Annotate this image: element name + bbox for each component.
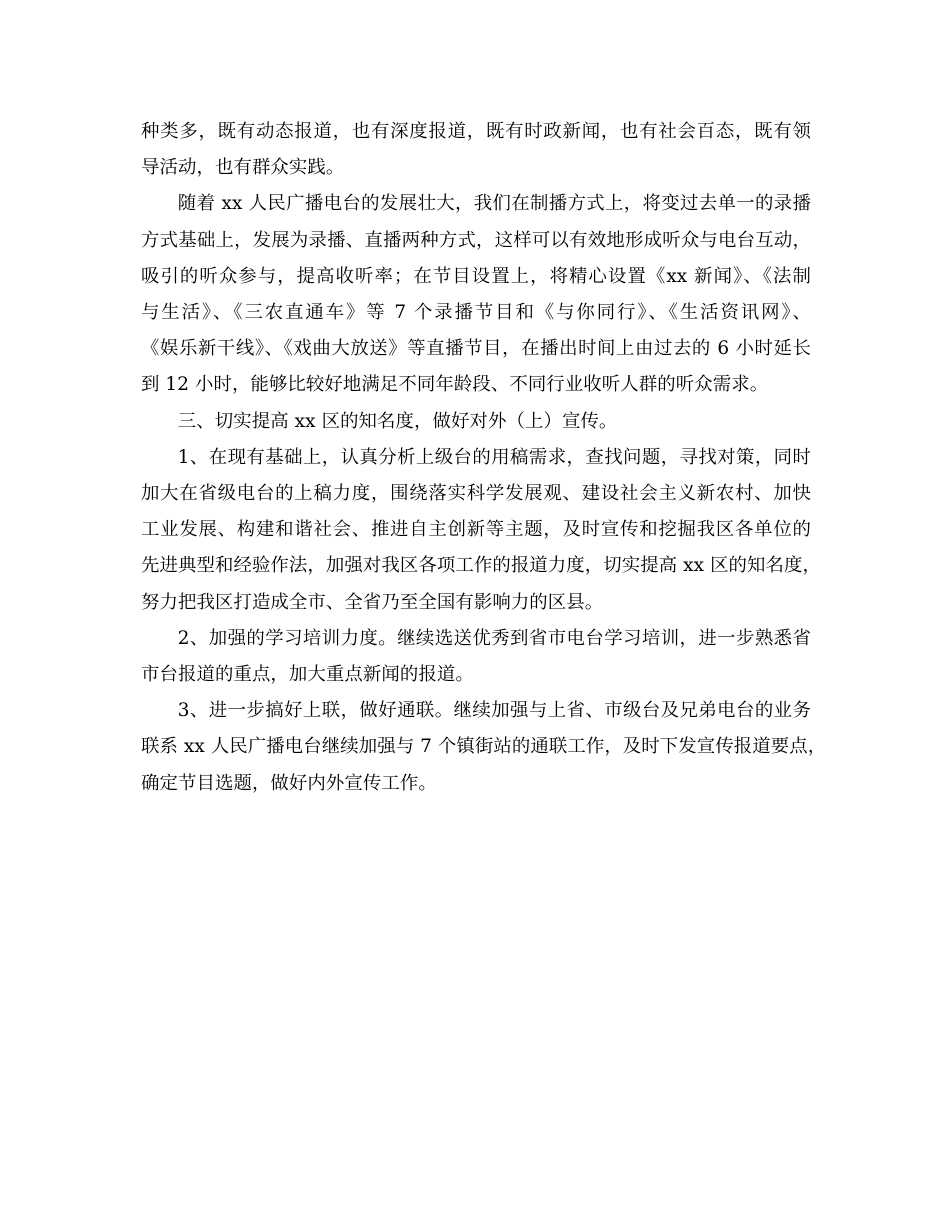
text-line: 随着 xx 人民广播电台的发展壮大，我们在制播方式上，将变过去单一的录播: [177, 193, 811, 215]
text-line: 《娱乐新干线》、《戏曲大放送》等直播节目，在播出时间上由过去的 6 小时延长: [141, 338, 811, 360]
paragraph-2: [141, 186, 811, 403]
text-line: 到 12 小时，能够比较好地满足不同年龄段、不同行业收听人群的听众需求。: [141, 374, 769, 396]
section-heading: [141, 404, 811, 440]
paragraph-item-1: [141, 440, 822, 621]
text-line: 先进典型和经验作法，加强对我区各项工作的报道力度，切实提高 xx 区的知名度，: [141, 555, 822, 577]
text-line: 工业发展、构建和谐社会、推进自主创新等主题，及时宣传和挖掘我区各单位的: [141, 519, 811, 541]
paragraph-item-3: [141, 693, 827, 802]
text-line: 与生活》、《三农直通车》等 7 个录播节目和《与你同行》、《生活资讯网》、: [141, 302, 811, 324]
text-line: 方式基础上，发展为录播、直播两种方式，这样可以有效地形成听众与电台互动，: [141, 229, 811, 251]
text-line: 确定节目选题，做好内外宣传工作。: [141, 772, 437, 794]
paragraph-item-2: [141, 621, 811, 693]
text-line: 导活动，也有群众实践。: [141, 157, 345, 179]
text-line: 联系 xx 人民广播电台继续加强与 7 个镇街站的通联工作，及时下发宣传报道要点，: [141, 736, 827, 758]
paragraph-1: [141, 114, 811, 186]
text-line: 加大在省级电台的上稿力度，围绕落实科学发展观、建设社会主义新农村、加快: [141, 483, 811, 505]
text-line: 努力把我区打造成全市、全省乃至全国有影响力的区县。: [141, 591, 604, 613]
text-line: 吸引的听众参与，提高收听率；在节目设置上，将精心设置《xx 新闻》、《法制: [141, 265, 811, 287]
text-line: 三、切实提高 xx 区的知名度，做好对外（上）宣传。: [177, 410, 618, 432]
text-line: 市台报道的重点，加大重点新闻的报道。: [141, 664, 474, 686]
text-line: 1、在现有基础上，认真分析上级台的用稿需求，查找问题，寻找对策，同时: [177, 446, 811, 468]
document-body: [141, 114, 827, 802]
text-line: 2、加强的学习培训力度。继续选送优秀到省市电台学习培训，进一步熟悉省: [177, 627, 811, 649]
text-line: 种类多，既有动态报道，也有深度报道，既有时政新闻，也有社会百态，既有领: [141, 121, 811, 142]
text-line: 3、进一步搞好上联，做好通联。继续加强与上省、市级台及兄弟电台的业务: [177, 700, 811, 722]
